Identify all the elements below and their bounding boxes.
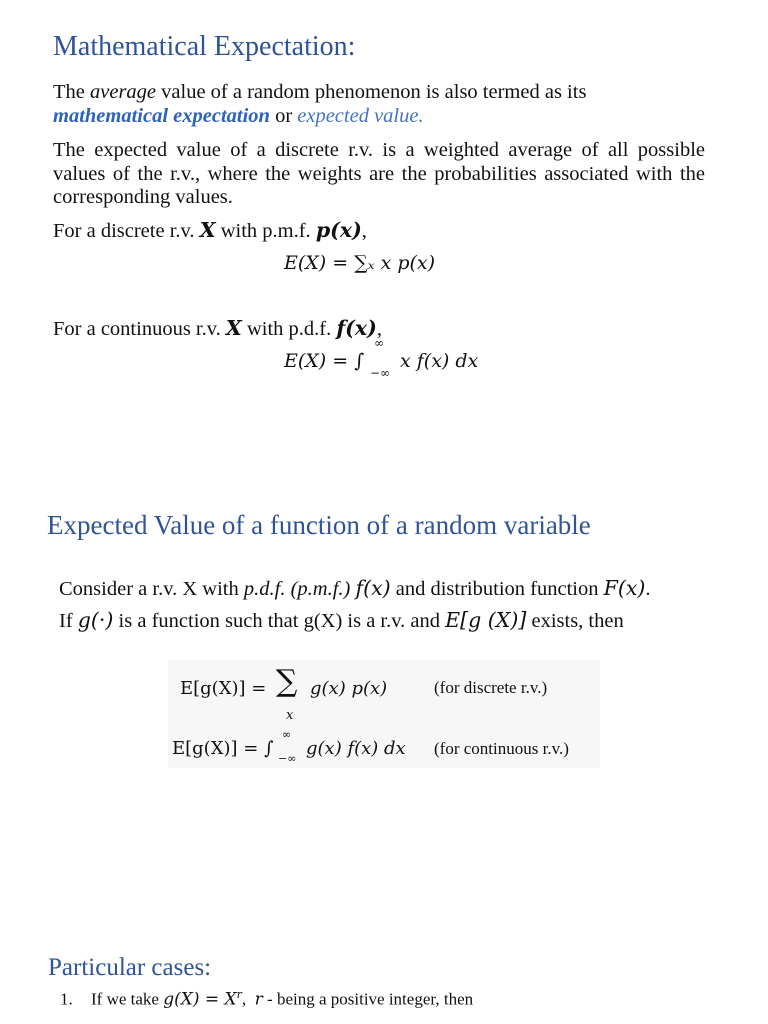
continuous-text-mid: with p.d.f. bbox=[241, 318, 337, 340]
intro-average: average bbox=[90, 81, 157, 103]
eq2-upper-limit: ∞ bbox=[282, 728, 292, 741]
discrete-text-mid: with p.m.f. bbox=[215, 220, 316, 242]
continuous-X: X bbox=[225, 316, 242, 340]
intro-paragraph bbox=[53, 80, 705, 128]
list-item-1-end: - being a positive integer, then bbox=[262, 989, 474, 1009]
eq1-rhs: g(x) p(x) bbox=[310, 678, 388, 699]
discrete-rv-line bbox=[53, 218, 367, 243]
function-expectation-equations bbox=[168, 660, 600, 768]
term-mathematical-expectation: mathematical expectation bbox=[53, 105, 270, 127]
consider-fx: f(x) bbox=[355, 576, 391, 600]
list-item-1-sup: r bbox=[236, 988, 242, 1001]
list-item-1-r: r bbox=[254, 989, 263, 1010]
condition-E: E[g (X)] bbox=[445, 608, 527, 632]
function-condition-line bbox=[59, 608, 624, 633]
consider-end: . bbox=[645, 578, 651, 600]
eq2-lhs: E[g(X)] = ∫ bbox=[172, 738, 274, 759]
list-item-1-text: If we take bbox=[91, 989, 164, 1009]
equation-continuous-expectation bbox=[284, 336, 514, 380]
consider-text-mid: and distribution function bbox=[390, 578, 604, 600]
integral-lower-limit: −∞ bbox=[370, 366, 391, 380]
consider-pdf: p.d.f. (p.m.f.) bbox=[243, 578, 356, 600]
discrete-X: X bbox=[199, 218, 216, 242]
discrete-pmf: p(x) bbox=[315, 218, 362, 242]
weighted-average-paragraph: The expected value of a discrete r.v. is a weighted average of all possible values of the r.v., where the weights are the probabilities associated with the corresponding values. bbox=[53, 139, 705, 208]
intro-or: or bbox=[269, 105, 298, 127]
condition-text: If bbox=[59, 610, 78, 632]
eq2-lower-limit: −∞ bbox=[278, 752, 297, 765]
list-item-1: 1. If we take $g(X) = X^r$, r - being a positive integer, then bbox=[60, 988, 474, 1010]
consider-rv-line bbox=[59, 576, 651, 601]
consider-text: Consider a r.v. X with bbox=[59, 578, 244, 600]
intro-text: The bbox=[53, 81, 90, 103]
condition-text-mid: is a function such that g(X) is a r.v. and bbox=[113, 610, 446, 632]
equation-continuous-lhs: E(X) = ∫ bbox=[284, 350, 365, 372]
intro-end: . bbox=[418, 105, 424, 127]
eq2-rhs: g(x) f(x) dx bbox=[306, 738, 406, 759]
list-item-1-math: g(X) = X bbox=[163, 989, 237, 1010]
continuous-end: , bbox=[376, 318, 382, 340]
summation-index: x bbox=[286, 708, 294, 723]
section-title-particular-cases: Particular cases: bbox=[48, 954, 212, 981]
eq1-lhs: E[g(X)] = bbox=[180, 678, 267, 699]
consider-Fx: F(x) bbox=[603, 576, 646, 600]
continuous-pdf: f(x) bbox=[336, 316, 377, 340]
eq2-note: (for continuous r.v.) bbox=[434, 739, 569, 758]
discrete-end: , bbox=[361, 220, 367, 242]
section-title-expectation: Mathematical Expectation: bbox=[53, 31, 356, 62]
integral-upper-limit: ∞ bbox=[374, 336, 384, 350]
eq1-note: (for discrete r.v.) bbox=[434, 678, 548, 697]
section-title-function-expectation: Expected Value of a function of a random variable bbox=[47, 510, 591, 540]
equation-continuous-rhs: x f(x) dx bbox=[400, 350, 479, 372]
intro-text-mid: value of a random phenomenon is also termed as its bbox=[156, 81, 587, 103]
continuous-text: For a continuous r.v. bbox=[53, 318, 226, 340]
condition-end: exists, then bbox=[526, 610, 624, 632]
term-expected-value: expected value bbox=[297, 105, 419, 127]
condition-g: g(·) bbox=[77, 608, 114, 632]
equation-discrete-expectation: E(X) = ∑ₓ x p(x) bbox=[284, 252, 436, 274]
summation-sign: ∑ bbox=[276, 664, 298, 699]
discrete-text: For a discrete r.v. bbox=[53, 220, 200, 242]
list-item-1-number: 1. bbox=[60, 989, 73, 1009]
